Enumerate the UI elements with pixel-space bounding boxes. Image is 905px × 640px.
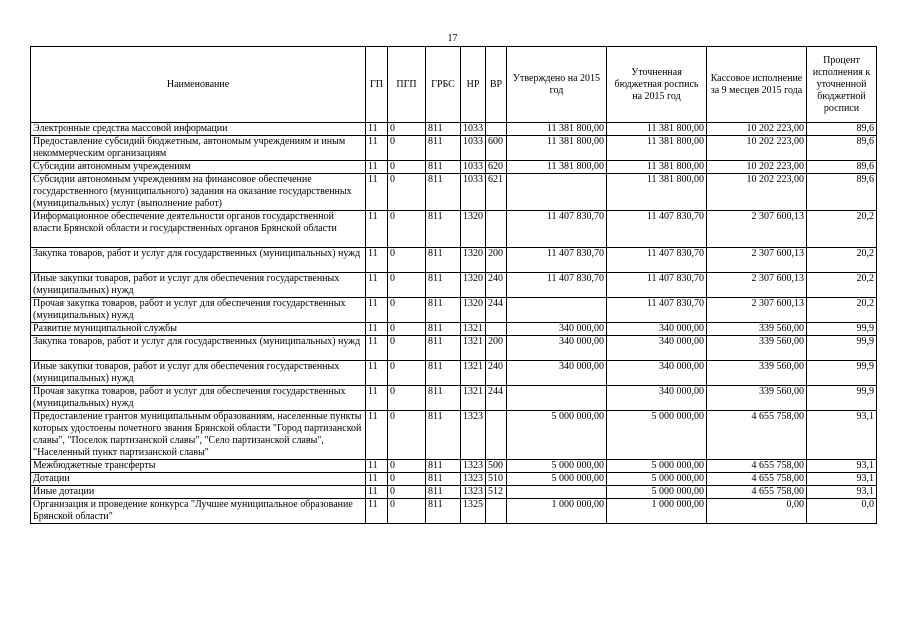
header-cash: Кассовое исполнение за 9 месцев 2015 года bbox=[707, 47, 807, 123]
table-row bbox=[31, 174, 877, 211]
cell-percent: 89,6 bbox=[807, 174, 877, 211]
cell-percent: 99,9 bbox=[807, 361, 877, 386]
cell-grbs: 811 bbox=[426, 336, 461, 361]
cell-ppgp: 0 bbox=[388, 136, 426, 161]
cell-ppgp: 0 bbox=[388, 499, 426, 524]
cell-np: 1323 bbox=[461, 473, 486, 486]
cell-cash: 4 655 758,00 bbox=[707, 460, 807, 473]
table-row bbox=[31, 273, 877, 298]
cell-ppgp: 0 bbox=[388, 323, 426, 336]
cell-percent: 20,2 bbox=[807, 273, 877, 298]
cell-vr: 244 bbox=[486, 386, 507, 411]
cell-vr: 510 bbox=[486, 473, 507, 486]
table-row bbox=[31, 161, 877, 174]
cell-vr: 240 bbox=[486, 273, 507, 298]
cell-np: 1323 bbox=[461, 411, 486, 460]
cell-cash: 10 202 223,00 bbox=[707, 136, 807, 161]
page-number: 17 bbox=[447, 33, 458, 44]
table-row bbox=[31, 136, 877, 161]
cell-ppgp: 0 bbox=[388, 298, 426, 323]
cell-approved: 11 407 830,70 bbox=[507, 273, 607, 298]
table-row bbox=[31, 298, 877, 323]
table-header-row bbox=[31, 47, 877, 123]
cell-approved: 11 381 800,00 bbox=[507, 136, 607, 161]
table-body bbox=[31, 123, 877, 524]
cell-grbs: 811 bbox=[426, 123, 461, 136]
cell-cash: 10 202 223,00 bbox=[707, 123, 807, 136]
cell-vr: 200 bbox=[486, 248, 507, 273]
cell-np: 1033 bbox=[461, 161, 486, 174]
cell-approved: 340 000,00 bbox=[507, 336, 607, 361]
cell-percent: 89,6 bbox=[807, 136, 877, 161]
cell-percent: 93,1 bbox=[807, 473, 877, 486]
table-row bbox=[31, 248, 877, 273]
cell-gp: 11 bbox=[366, 411, 388, 460]
cell-approved bbox=[507, 174, 607, 211]
cell-cash: 4 655 758,00 bbox=[707, 411, 807, 460]
cell-gp: 11 bbox=[366, 460, 388, 473]
cell-cash: 339 560,00 bbox=[707, 386, 807, 411]
cell-approved: 11 407 830,70 bbox=[507, 248, 607, 273]
header-vr: ВР bbox=[486, 47, 507, 123]
cell-percent: 99,9 bbox=[807, 336, 877, 361]
cell-np: 1325 bbox=[461, 499, 486, 524]
cell-refined: 5 000 000,00 bbox=[607, 411, 707, 460]
cell-approved: 340 000,00 bbox=[507, 361, 607, 386]
cell-percent: 89,6 bbox=[807, 161, 877, 174]
cell-grbs: 811 bbox=[426, 460, 461, 473]
header-gp: ГП bbox=[366, 47, 388, 123]
cell-approved: 11 381 800,00 bbox=[507, 123, 607, 136]
cell-vr bbox=[486, 323, 507, 336]
cell-ppgp: 0 bbox=[388, 486, 426, 499]
cell-refined: 11 407 830,70 bbox=[607, 248, 707, 273]
cell-cash: 10 202 223,00 bbox=[707, 161, 807, 174]
cell-vr: 620 bbox=[486, 161, 507, 174]
cell-name: Дотации bbox=[31, 473, 366, 486]
cell-cash: 339 560,00 bbox=[707, 361, 807, 386]
cell-approved: 5 000 000,00 bbox=[507, 411, 607, 460]
cell-name: Субсидии автономным учреждениям bbox=[31, 161, 366, 174]
cell-name: Закупка товаров, работ и услуг для государственных (муниципальных) нужд bbox=[31, 248, 366, 273]
cell-grbs: 811 bbox=[426, 273, 461, 298]
cell-cash: 4 655 758,00 bbox=[707, 486, 807, 499]
cell-grbs: 811 bbox=[426, 411, 461, 460]
cell-grbs: 811 bbox=[426, 361, 461, 386]
cell-ppgp: 0 bbox=[388, 273, 426, 298]
cell-cash: 2 307 600,13 bbox=[707, 273, 807, 298]
cell-name: Межбюджетные трансферты bbox=[31, 460, 366, 473]
cell-grbs: 811 bbox=[426, 136, 461, 161]
cell-grbs: 811 bbox=[426, 298, 461, 323]
cell-cash: 0,00 bbox=[707, 499, 807, 524]
cell-refined: 11 381 800,00 bbox=[607, 161, 707, 174]
cell-grbs: 811 bbox=[426, 499, 461, 524]
cell-percent: 0,0 bbox=[807, 499, 877, 524]
cell-ppgp: 0 bbox=[388, 174, 426, 211]
cell-gp: 11 bbox=[366, 298, 388, 323]
cell-refined: 1 000 000,00 bbox=[607, 499, 707, 524]
cell-approved: 1 000 000,00 bbox=[507, 499, 607, 524]
cell-gp: 11 bbox=[366, 123, 388, 136]
cell-gp: 11 bbox=[366, 473, 388, 486]
cell-percent: 20,2 bbox=[807, 248, 877, 273]
cell-vr bbox=[486, 411, 507, 460]
cell-vr: 500 bbox=[486, 460, 507, 473]
cell-refined: 11 381 800,00 bbox=[607, 123, 707, 136]
cell-gp: 11 bbox=[366, 361, 388, 386]
cell-name: Предоставление субсидий бюджетным, автономым учреждениям и иным некоммерческим организациям bbox=[31, 136, 366, 161]
cell-gp: 11 bbox=[366, 248, 388, 273]
header-percent: Процент исполнения к уточненной бюджетной росписи bbox=[807, 47, 877, 123]
cell-refined: 340 000,00 bbox=[607, 386, 707, 411]
header-approved: Утверждено на 2015 год bbox=[507, 47, 607, 123]
cell-name: Субсидии автономным учреждениям на финансовое обеспечение государственного (муниципального) задания на оказание государственных (муниципальных) услуг (выполнение работ) bbox=[31, 174, 366, 211]
table-row bbox=[31, 473, 877, 486]
cell-vr: 600 bbox=[486, 136, 507, 161]
cell-refined: 11 381 800,00 bbox=[607, 136, 707, 161]
cell-ppgp: 0 bbox=[388, 336, 426, 361]
cell-percent: 99,9 bbox=[807, 323, 877, 336]
cell-grbs: 811 bbox=[426, 161, 461, 174]
cell-refined: 340 000,00 bbox=[607, 361, 707, 386]
cell-refined: 11 407 830,70 bbox=[607, 298, 707, 323]
cell-gp: 11 bbox=[366, 174, 388, 211]
cell-percent: 93,1 bbox=[807, 411, 877, 460]
cell-cash: 2 307 600,13 bbox=[707, 298, 807, 323]
cell-name: Предоставление грантов муниципальным образованиям, населенные пункты которых удостоены почетного звания Брянской области "Город партизанской славы", "Поселок партизанской славы", "Село партизанской славы", "Населенный пункт партизанской славы" bbox=[31, 411, 366, 460]
table-row bbox=[31, 411, 877, 460]
cell-np: 1320 bbox=[461, 273, 486, 298]
cell-percent: 93,1 bbox=[807, 486, 877, 499]
cell-approved bbox=[507, 486, 607, 499]
cell-ppgp: 0 bbox=[388, 473, 426, 486]
cell-ppgp: 0 bbox=[388, 386, 426, 411]
table-row bbox=[31, 336, 877, 361]
table-row bbox=[31, 386, 877, 411]
cell-ppgp: 0 bbox=[388, 248, 426, 273]
cell-np: 1321 bbox=[461, 386, 486, 411]
cell-ppgp: 0 bbox=[388, 411, 426, 460]
cell-approved bbox=[507, 386, 607, 411]
budget-table bbox=[30, 46, 877, 524]
cell-vr: 244 bbox=[486, 298, 507, 323]
cell-gp: 11 bbox=[366, 386, 388, 411]
cell-np: 1320 bbox=[461, 248, 486, 273]
header-np: НР bbox=[461, 47, 486, 123]
cell-gp: 11 bbox=[366, 161, 388, 174]
cell-np: 1033 bbox=[461, 123, 486, 136]
cell-approved: 5 000 000,00 bbox=[507, 473, 607, 486]
cell-approved: 5 000 000,00 bbox=[507, 460, 607, 473]
cell-refined: 340 000,00 bbox=[607, 323, 707, 336]
header-ppgp: ПГП bbox=[388, 47, 426, 123]
cell-cash: 339 560,00 bbox=[707, 323, 807, 336]
cell-cash: 10 202 223,00 bbox=[707, 174, 807, 211]
cell-ppgp: 0 bbox=[388, 460, 426, 473]
cell-refined: 5 000 000,00 bbox=[607, 486, 707, 499]
cell-ppgp: 0 bbox=[388, 161, 426, 174]
cell-refined: 5 000 000,00 bbox=[607, 460, 707, 473]
table-row bbox=[31, 460, 877, 473]
cell-vr: 240 bbox=[486, 361, 507, 386]
cell-grbs: 811 bbox=[426, 386, 461, 411]
cell-np: 1321 bbox=[461, 323, 486, 336]
cell-cash: 4 655 758,00 bbox=[707, 473, 807, 486]
cell-np: 1320 bbox=[461, 211, 486, 248]
cell-cash: 339 560,00 bbox=[707, 336, 807, 361]
cell-np: 1321 bbox=[461, 361, 486, 386]
cell-vr bbox=[486, 499, 507, 524]
header-refined: Уточненная бюджетная роспись на 2015 год bbox=[607, 47, 707, 123]
cell-refined: 11 381 800,00 bbox=[607, 174, 707, 211]
cell-approved bbox=[507, 298, 607, 323]
cell-np: 1033 bbox=[461, 174, 486, 211]
cell-gp: 11 bbox=[366, 136, 388, 161]
cell-ppgp: 0 bbox=[388, 361, 426, 386]
cell-name: Закупка товаров, работ и услуг для государственных (муниципальных) нужд bbox=[31, 336, 366, 361]
table-row bbox=[31, 486, 877, 499]
cell-name: Информационное обеспечение деятельности органов государственной власти Брянской области и государственных органов Брянской области bbox=[31, 211, 366, 248]
cell-ppgp: 0 bbox=[388, 211, 426, 248]
cell-ppgp: 0 bbox=[388, 123, 426, 136]
cell-np: 1033 bbox=[461, 136, 486, 161]
cell-percent: 20,2 bbox=[807, 298, 877, 323]
cell-percent: 89,6 bbox=[807, 123, 877, 136]
cell-grbs: 811 bbox=[426, 211, 461, 248]
cell-gp: 11 bbox=[366, 486, 388, 499]
cell-refined: 11 407 830,70 bbox=[607, 211, 707, 248]
cell-name: Иные закупки товаров, работ и услуг для обеспечения государственных (муниципальных) нужд bbox=[31, 361, 366, 386]
cell-gp: 11 bbox=[366, 273, 388, 298]
table-row bbox=[31, 323, 877, 336]
cell-gp: 11 bbox=[366, 323, 388, 336]
cell-approved: 11 407 830,70 bbox=[507, 211, 607, 248]
cell-np: 1321 bbox=[461, 336, 486, 361]
cell-vr bbox=[486, 211, 507, 248]
cell-name: Иные закупки товаров, работ и услуг для обеспечения государственных (муниципальных) нужд bbox=[31, 273, 366, 298]
cell-name: Организация и проведение конкурса "Лучшее муниципальное образование Брянской области" bbox=[31, 499, 366, 524]
cell-percent: 20,2 bbox=[807, 211, 877, 248]
cell-grbs: 811 bbox=[426, 323, 461, 336]
cell-gp: 11 bbox=[366, 336, 388, 361]
cell-gp: 11 bbox=[366, 499, 388, 524]
cell-grbs: 811 bbox=[426, 248, 461, 273]
cell-percent: 99,9 bbox=[807, 386, 877, 411]
cell-grbs: 811 bbox=[426, 174, 461, 211]
table-row bbox=[31, 499, 877, 524]
cell-cash: 2 307 600,13 bbox=[707, 211, 807, 248]
cell-name: Развитие муниципальной службы bbox=[31, 323, 366, 336]
cell-vr: 512 bbox=[486, 486, 507, 499]
cell-refined: 340 000,00 bbox=[607, 336, 707, 361]
table-row bbox=[31, 361, 877, 386]
cell-refined: 5 000 000,00 bbox=[607, 473, 707, 486]
cell-vr: 200 bbox=[486, 336, 507, 361]
table-row bbox=[31, 123, 877, 136]
cell-name: Электронные средства массовой информации bbox=[31, 123, 366, 136]
cell-np: 1323 bbox=[461, 486, 486, 499]
cell-np: 1320 bbox=[461, 298, 486, 323]
cell-grbs: 811 bbox=[426, 486, 461, 499]
cell-np: 1323 bbox=[461, 460, 486, 473]
header-name: Наименование bbox=[31, 47, 366, 123]
table-row bbox=[31, 211, 877, 248]
cell-cash: 2 307 600,13 bbox=[707, 248, 807, 273]
cell-refined: 11 407 830,70 bbox=[607, 273, 707, 298]
cell-name: Иные дотации bbox=[31, 486, 366, 499]
cell-grbs: 811 bbox=[426, 473, 461, 486]
cell-percent: 93,1 bbox=[807, 460, 877, 473]
header-grbs: ГРБС bbox=[426, 47, 461, 123]
cell-vr: 621 bbox=[486, 174, 507, 211]
cell-vr bbox=[486, 123, 507, 136]
cell-approved: 340 000,00 bbox=[507, 323, 607, 336]
cell-name: Прочая закупка товаров, работ и услуг для обеспечения государственных (муниципальных) нужд bbox=[31, 386, 366, 411]
cell-name: Прочая закупка товаров, работ и услуг для обеспечения государственных (муниципальных) нужд bbox=[31, 298, 366, 323]
cell-approved: 11 381 800,00 bbox=[507, 161, 607, 174]
cell-gp: 11 bbox=[366, 211, 388, 248]
